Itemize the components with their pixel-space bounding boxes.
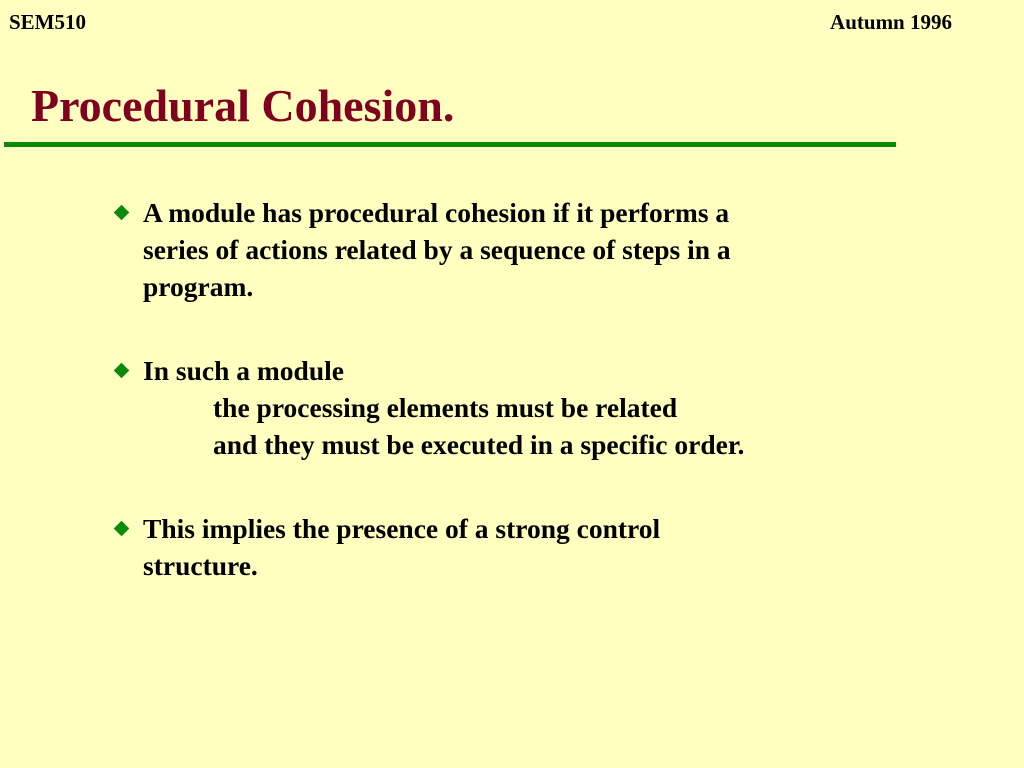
slide-title: Procedural Cohesion. [31,80,455,131]
course-code: SEM510 [9,10,87,34]
bullet-text-line: program. [143,271,254,302]
bullet-text-line: series of actions related by a sequence of steps in a [143,234,731,265]
diamond-bullet-icon [114,363,130,379]
title-underline [4,142,896,147]
diamond-bullet-icon [114,521,130,537]
bullet-item [112,510,912,584]
bullet-text-line: structure. [143,550,258,581]
bullet-text-line: This implies the presence of a strong control [143,513,661,544]
bullet-text-line: In such a module [143,355,344,386]
bullet-subtext-line: and they must be executed in a specific order. [213,429,745,460]
bullet-list [112,194,912,631]
bullet-text-line: A module has procedural cohesion if it performs a [143,197,730,228]
term-label: Autumn 1996 [830,10,952,34]
bullet-item [112,352,912,463]
diamond-bullet-icon [114,205,130,221]
bullet-subtext-line: the processing elements must be related [213,392,678,423]
bullet-item [112,194,912,305]
